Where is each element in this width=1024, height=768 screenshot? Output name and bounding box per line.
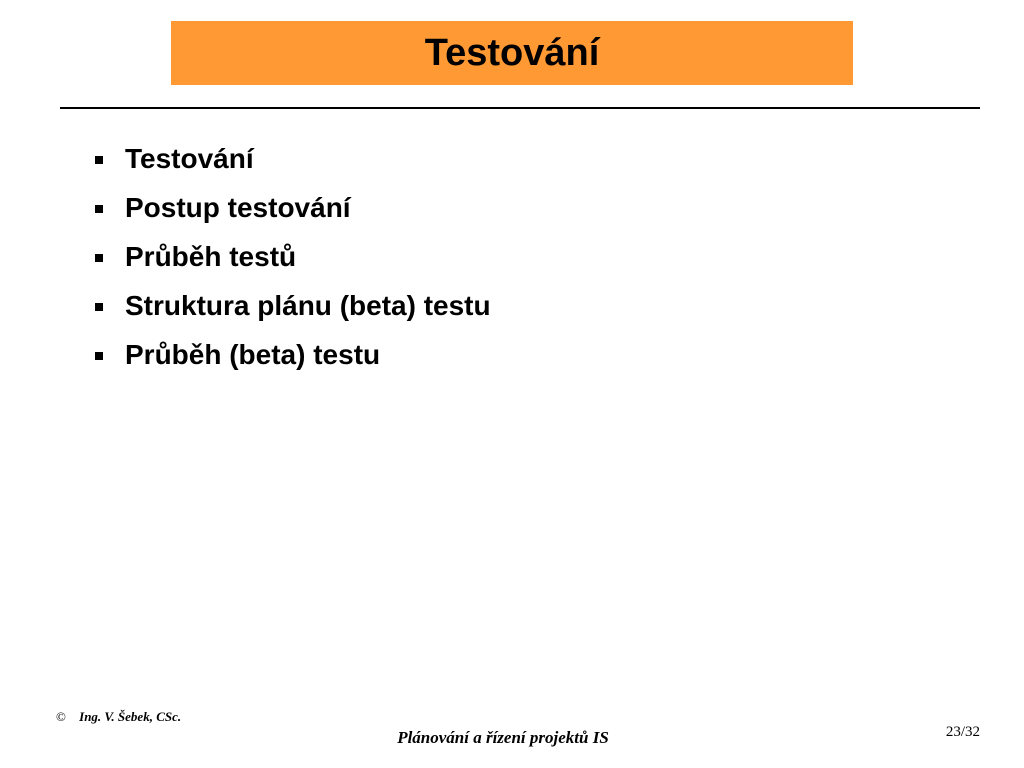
square-bullet-icon [95, 303, 103, 311]
bullet-text: Testování [125, 142, 254, 174]
list-item [95, 281, 491, 330]
square-bullet-icon [95, 352, 103, 360]
footer-author [56, 709, 181, 725]
bullet-text: Postup testování [125, 191, 351, 223]
square-bullet-icon [95, 156, 103, 164]
bullet-text: Průběh testů [125, 240, 297, 272]
square-bullet-icon [95, 254, 103, 262]
bullet-text: Průběh (beta) testu [125, 338, 381, 370]
copyright-symbol: © [56, 709, 66, 724]
square-bullet-icon [95, 205, 103, 213]
page-number: 23/32 [945, 724, 980, 740]
list-item [95, 134, 491, 183]
slide-title: Testování [424, 31, 600, 74]
bullet-text: Struktura plánu (beta) testu [125, 289, 491, 321]
footer-course-title: Plánování a řízení projektů IS [397, 728, 609, 747]
bullet-list [95, 134, 491, 379]
title-divider [60, 107, 980, 109]
list-item [95, 330, 491, 379]
slide-title-banner [171, 21, 853, 85]
list-item [95, 232, 491, 281]
list-item [95, 183, 491, 232]
author-name: Ing. V. Šebek, CSc. [79, 709, 182, 724]
